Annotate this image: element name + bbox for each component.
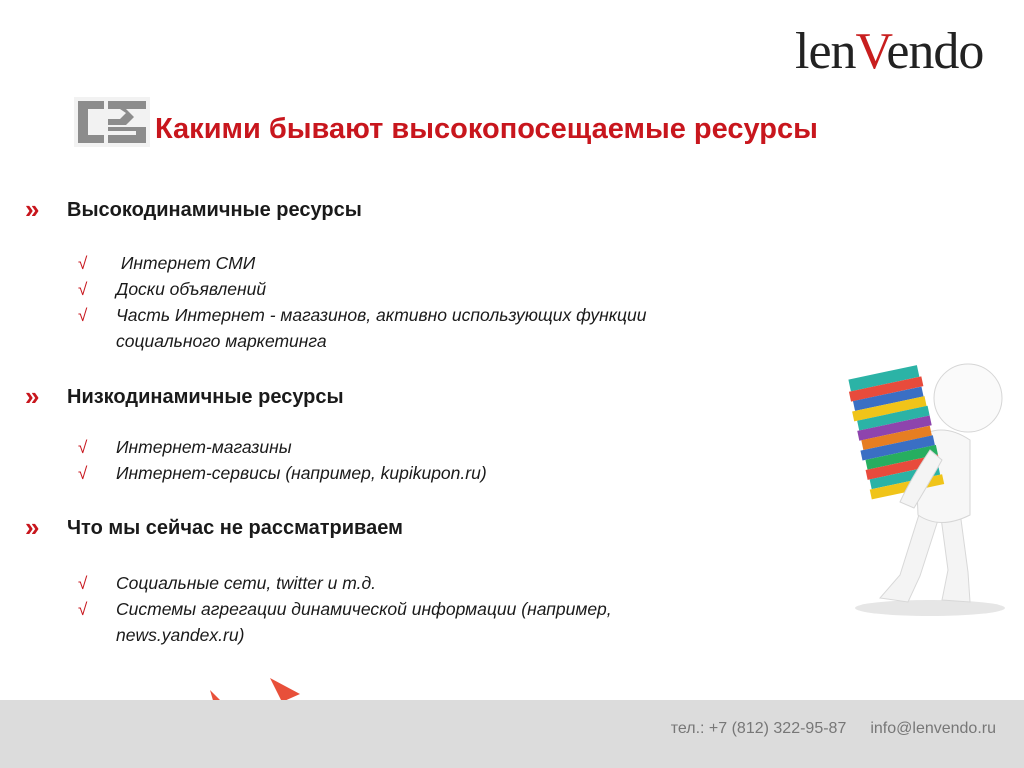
footer-contacts xyxy=(671,720,996,738)
list-item-continuation: социального маркетинга xyxy=(116,331,327,351)
check-icon: √ xyxy=(78,438,88,457)
check-icon: √ xyxy=(78,464,88,483)
page-title: Какими бывают высокопосещаемые ресурсы xyxy=(155,113,818,145)
logo-v: V xyxy=(855,23,887,80)
section-heading-low-dynamic: » Низкодинамичные ресурсы xyxy=(25,381,344,411)
footer-phone: тел.: +7 (812) 322-95-87 xyxy=(670,720,847,737)
company-mark-icon xyxy=(74,97,150,147)
logo-prefix: len xyxy=(795,23,856,80)
bullet-icon: » xyxy=(25,512,36,542)
section-heading-high-dynamic: » Высокодинамичные ресурсы xyxy=(25,194,362,224)
list-item: √ Часть Интернет - магазинов, активно использующих функции xyxy=(78,302,646,329)
check-icon: √ xyxy=(78,574,88,593)
brand-logo xyxy=(795,23,984,80)
logo-suffix: endo xyxy=(886,23,984,80)
check-icon: √ xyxy=(78,600,88,619)
bullet-icon: » xyxy=(25,381,36,411)
person-carrying-books-illustration xyxy=(830,330,1020,620)
check-icon: √ xyxy=(78,254,88,273)
list-item: √ Интернет-сервисы (например, kupikupon.ru) xyxy=(78,460,487,487)
bullet-icon: » xyxy=(25,194,36,224)
list-item-continuation: news.yandex.ru) xyxy=(116,625,245,645)
list-item: √ Интернет-магазины xyxy=(78,434,292,461)
check-icon: √ xyxy=(78,306,88,325)
section-heading-excluded: » Что мы сейчас не рассматриваем xyxy=(25,512,403,542)
footer-email[interactable]: info@lenvendo.ru xyxy=(870,720,996,737)
list-item: √ Интернет СМИ xyxy=(78,250,255,277)
list-item: √ Социальные сети, twitter и т.д. xyxy=(78,570,376,597)
list-item: √ Доски объявлений xyxy=(78,276,266,303)
list-item: √ Системы агрегации динамической информации (например, xyxy=(78,596,612,623)
check-icon: √ xyxy=(78,280,88,299)
